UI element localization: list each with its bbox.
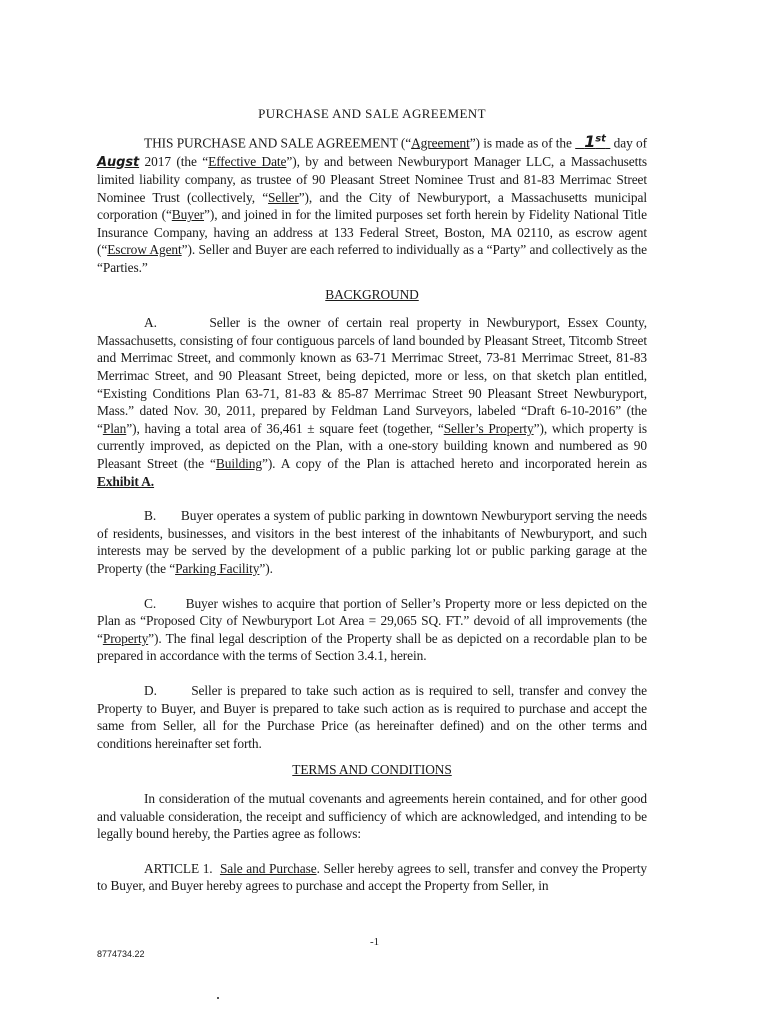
article-1 [97,860,647,895]
recital-text: ”). [259,560,273,576]
recital-d [97,682,647,752]
handwritten-day-number: 1 [584,131,596,151]
defined-term-effective-date: Effective Date [208,153,287,169]
defined-term-buyer: Buyer [171,207,205,223]
handwritten-day [575,131,610,151]
page-number: -1 [370,936,380,948]
intro-text: ”) is made as of the [469,134,576,150]
intro-text: ”). Seller and Buyer are each referred to individually as a “Party” and collectively as the “Parties.” [97,242,647,276]
recital-text: Seller is the owner of certain real property in Newburyport, Essex County, Massachusetts, consisting of four contiguous parcels of land bounded by Pleasant Street, Titcomb Street and Merrimac Street, and commonly known as 63-71 Merrimac Street, 73-81 Merrimac Street, 81-83 Merrimac Street, and 90 Pleasant Street, being depicted, more or less, on that sketch plan entitled, “Existing Conditions Plan 63-71, 81-83 & 85-87 Merrimac Street 90 Pleasant Street Newburyport, Mass.” dated Nov. 30, 2011, prepared by Feldman Land Surveyors, labeled “Draft 6-10-2016” (the “ [97,315,647,436]
intro-text: day of [610,134,647,150]
recital-label: A. [144,315,157,331]
recital-text: ”). A copy of the Plan is attached hereto and incorporated herein as [261,456,647,472]
background-heading: BACKGROUND [325,286,419,302]
defined-term-property: Property [102,630,149,646]
recital-label: B. [144,508,157,524]
defined-term-agreement: Agreement [411,134,470,150]
intro-text: ”), and joined in for the limited purposes set forth herein by Fidelity National Title Insurance Company, having an address at 133 Federal Street, Boston, MA 02110, as escrow agent (“ [97,207,647,258]
defined-term-building: Building [215,456,262,472]
recital-a [97,314,647,490]
terms-heading: TERMS AND CONDITIONS [292,762,452,778]
document-id: 8774734.22 [97,949,145,959]
defined-term-parking-facility: Parking Facility [175,560,260,576]
defined-term-plan: Plan [102,420,127,436]
article-text: . Seller hereby agrees to sell, transfer and convey the Property to Buyer, and Buyer hereby agrees to purchase and accept the Property from Seller, in [97,860,647,894]
recital-text: ”), which property is currently improved, as depicted on the Plan, with a one-story building known and numbered as 90 Pleasant Street (the “ [97,420,647,472]
recital-text: ”), having a total area of 36,461 ± square feet (together, “ [126,420,444,436]
recital-text: Buyer wishes to acquire that portion of Seller’s Property more or less depicted on the Plan as “Proposed City of Newburyport Lot Area = 29,065 SQ. FT.” devoid of all improvements (the “ [97,595,647,646]
intro-text: ”), and the City of Newburyport, a Massachusetts municipal corporation (“ [97,189,647,223]
defined-term-sellers-property: Seller’s Property [443,420,534,436]
scan-speck [217,997,219,999]
intro-text: ”), by and between Newburyport Manager LLC, a Massachusetts limited liability company, as trustee of 90 Pleasant Street Nominee Trust and 81-83 Merrimac Street Nominee Trust (collectively, “ [97,153,647,205]
recital-c [97,595,647,665]
intro-text: 2017 (the “ [139,153,209,169]
handwritten-day-suffix: st [595,133,606,145]
defined-term-escrow-agent: Escrow Agent [107,242,182,258]
exhibit-reference: Exhibit A. [97,473,155,489]
article-heading: Sale and Purchase [219,860,317,876]
recital-b [97,507,647,577]
recital-text: Seller is prepared to take such action as is required to sell, transfer and convey the Property to Buyer, and Buyer is prepared to take such action as is required to purchase and accept the same from Seller, all for the Purchase Price (as hereinafter defined) and on the other terms and conditions hereinafter set forth. [97,682,648,751]
recital-label: D. [144,682,157,698]
recital-text: ”). The final legal description of the Property shall be as depicted on a recordable plan to be prepared in accordance with the terms of Section 3.4.1, herein. [97,630,647,664]
article-label: ARTICLE 1. [144,860,213,876]
recital-text: Buyer operates a system of public parking in downtown Newburyport serving the needs of residents, businesses, and visitors in the best interest of the inhabitants of Newburyport, and such interests may be served by the development of a public parking lot or public parking garage at the Property (the “ [97,508,648,576]
document-title: PURCHASE AND SALE AGREEMENT [258,106,486,121]
defined-term-seller: Seller [268,189,299,205]
handwritten-month: Augst [97,154,140,170]
intro-paragraph [97,131,647,277]
intro-text: THIS PURCHASE AND SALE AGREEMENT (“ [144,134,412,150]
recital-label: C. [144,595,157,611]
document-body [97,105,647,895]
consideration-paragraph: In consideration of the mutual covenants and agreements herein contained, and for other good and valuable consideration, the receipt and sufficiency of which are acknowledged, and intending to be legally bound hereby, the Parties agree as follows: [97,790,647,842]
